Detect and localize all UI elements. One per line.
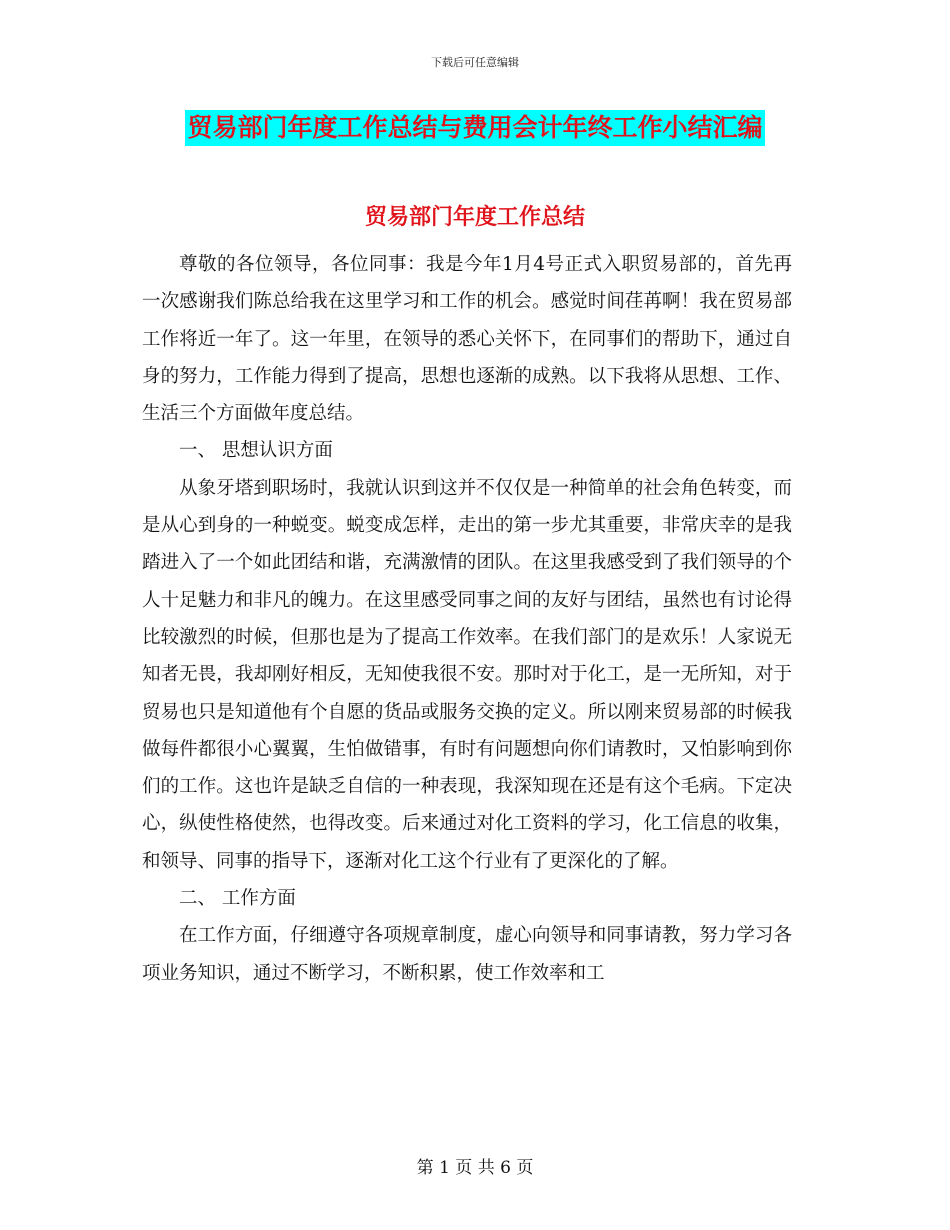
header-note: 下载后可任意编辑: [431, 56, 519, 69]
heading-work: 二、 工作方面: [179, 888, 296, 910]
main-title: [0, 110, 950, 146]
paragraph-work: 在工作方面，仔细遵守各项规章制度，虚心向领导和同事请教，努力学习各项业务知识，通过不断学习，不断积累，使工作效率和工: [142, 925, 792, 984]
paragraph-intro: 尊敬的各位领导，各位同事：我是今年1月4号正式入职贸易部的，首先再一次感谢我们陈总给我在这里学习和工作的机会。感觉时间荏苒啊！我在贸易部工作将近一年了。这一年里，在领导的悉心关怀下，在同事们的帮助下，通过自身的努力，工作能力得到了提高，思想也逐渐的成熟。以下我将从思想、工作、生活三个方面做年度总结。: [142, 254, 792, 425]
body-text: [142, 246, 792, 992]
paragraph-thought: 从象牙塔到职场时，我就认识到这并不仅仅是一种简单的社会角色转变，而是从心到身的一种蜕变。蜕变成怎样，走出的第一步尤其重要，非常庆幸的是我踏进入了一个如此团结和谐，充满激情的团队。在这里我感受到了我们领导的个人十足魅力和非凡的魄力。在这里感受同事之间的友好与团结，虽然也有讨论得比较激烈的时候，但那也是为了提高工作效率。在我们部门的是欢乐！人家说无知者无畏，我却刚好相反，无知使我很不安。那时对于化工，是一无所知，对于贸易也只是知道他有个自愿的货品或服务交换的定义。所以刚来贸易部的时候我做每件都很小心翼翼，生怕做错事，有时有问题想向你们请教时，又怕影响到你们的工作。这也许是缺乏自信的一种表现，我深知现在还是有这个毛病。下定决心，纵使性格使然，也得改变。后来通过对化工资料的学习，化工信息的收集，和领导、同事的指导下，逐渐对化工这个行业有了更深化的了解。: [142, 477, 792, 872]
main-title-text: 贸易部门年度工作总结与费用会计年终工作小结汇编: [185, 110, 764, 146]
section-title: 贸易部门年度工作总结: [364, 204, 585, 230]
page-footer: 第 1 页 共 6 页: [416, 1158, 534, 1178]
heading-thought: 一、 思想认识方面: [179, 440, 333, 462]
